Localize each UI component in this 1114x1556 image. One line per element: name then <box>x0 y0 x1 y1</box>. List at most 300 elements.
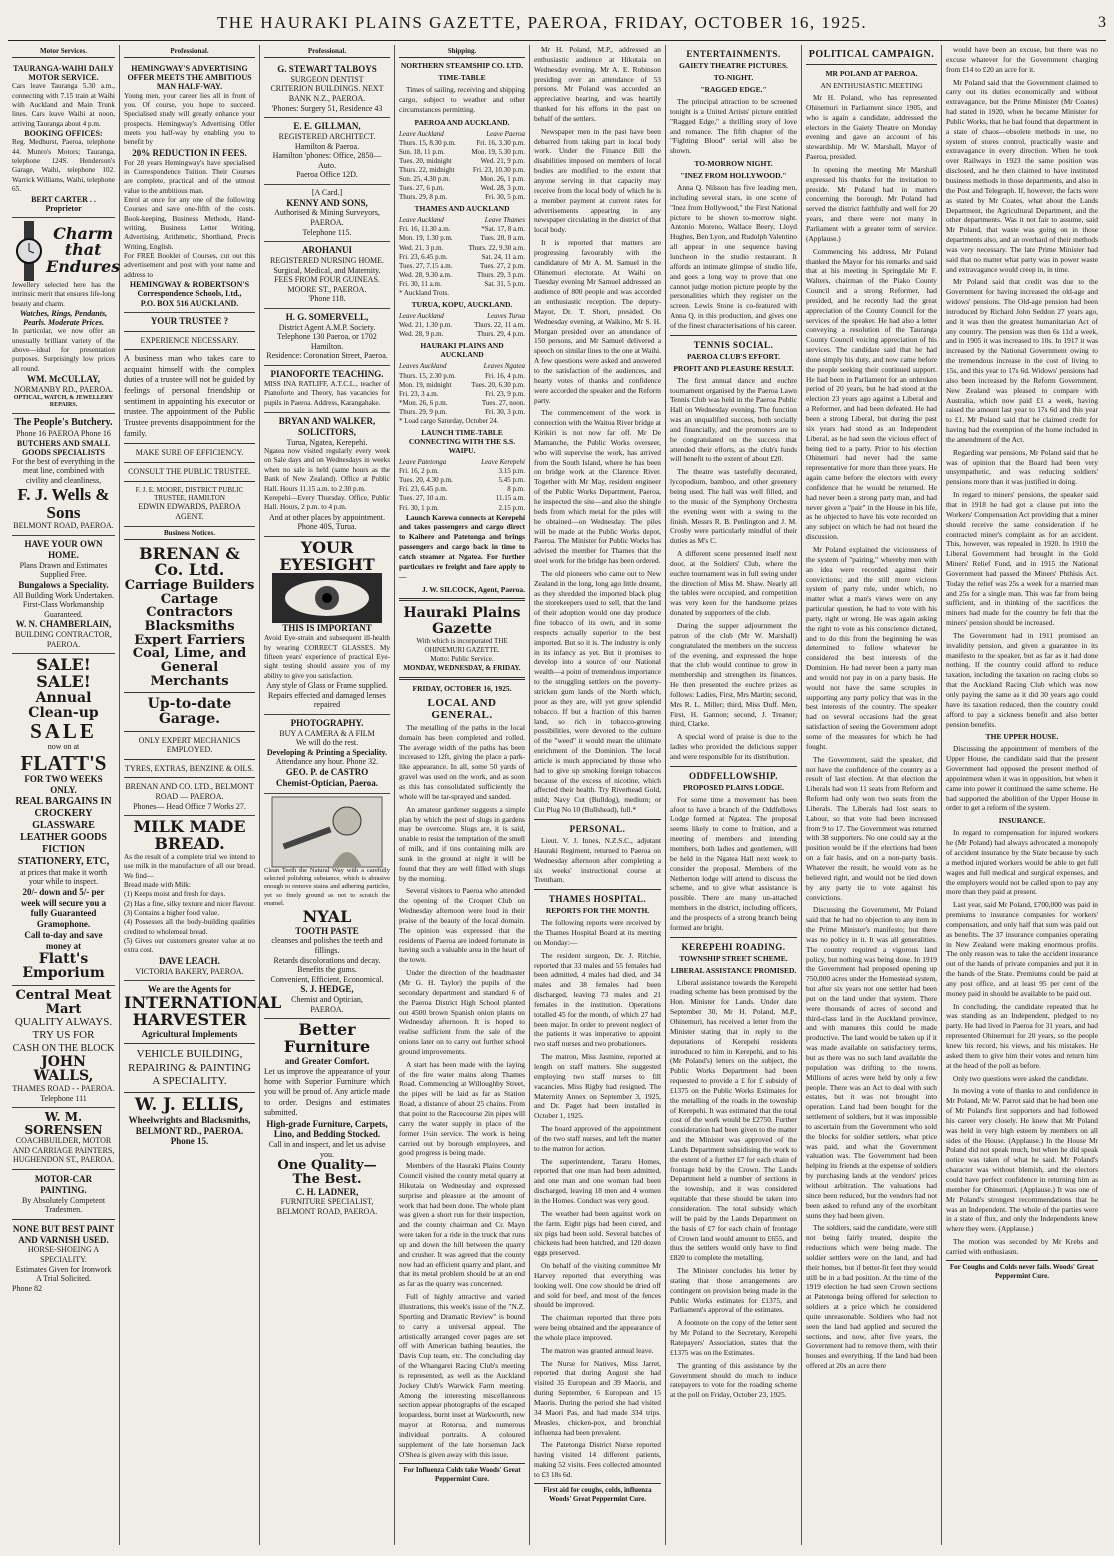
ad-body: FEES FROM FOUR GUINEAS. <box>274 275 380 285</box>
ad-milk-made-bread <box>124 816 255 981</box>
ad-gillman <box>264 118 390 185</box>
timetable-row <box>399 485 525 494</box>
ad-headline: Charm <box>53 223 114 243</box>
ad-firm: F. J. Wells & Sons <box>17 484 110 522</box>
timetable-row <box>399 494 525 503</box>
ad-arohanui <box>264 242 390 309</box>
ad-subtitle: Bungalows a Speciality. <box>18 579 109 590</box>
ad-firm: AROHANUI <box>301 245 352 256</box>
ad-trade: REGISTERED NURSING HOME. <box>270 255 384 265</box>
article-subheading: TO-NIGHT. <box>713 73 754 82</box>
timetable-cell: Leaves Turua <box>487 312 525 321</box>
column-3 <box>260 45 395 1545</box>
ad-trade: OPTICAL, WATCH, & JEWELLERY REPAIRS. <box>13 394 114 408</box>
article-paragraph: The board approved of the appointment of the two staff nurses, and left the matter to the matron for action. <box>534 1124 661 1153</box>
timetable-cell: Thurs. 29, 4 p.m. <box>476 330 525 339</box>
timetable-launch <box>399 458 525 513</box>
ad-brand: NYAL <box>302 906 352 926</box>
column-1 <box>8 45 120 1545</box>
timetable-cell: Fri. 30, 11 a.m. <box>399 279 442 288</box>
article-paragraph: Liberal assistance towards the Kerepehi roading scheme has been promised by the Hon. Minister for Lands. Under date September 30, Mr H. Poland, M.P., Ohinemuri, has received a letter from the Minister stating that in reply to the deputations of Kerepehi residents introduced to him in Kerepehi, and to his (Mr Poland's) letters on the subject, the Public Works Department had been requested to provide a £ for £ subsidy of £1375 on the Public Works Estimates for the metalling of the roads in the township of Kerepehi. It was estimated that the total cost of the work would be £2750. Further consideration had been given to the matter and the Minister was approved of the Lands Department subsidising the work to the extent of a further £7 for each chain of frontage held by the Crown. The Lands Department held a number of sections in the township, and it was considered equitable that these should be taken into consideration. The total subsidy which will be paid by the Lands Department on the basis of £7 for each chain of frontage of Crown land would amount to £655, and thus the settlers would only have to find £820 to complete the metalling. <box>670 977 797 1263</box>
timetable-cell: Leave Auckland <box>399 216 444 225</box>
timetable-row <box>399 408 525 417</box>
timetable-cell: Thurs. 29, 8 p.m. <box>399 193 448 202</box>
ad-body: Clean Teeth the Natural Way with a carefully selected polishing substance, which is abrasive enough to remove stains and adhering particles, yet so finely ground as not to scratch the enamel. <box>264 866 390 908</box>
ad-firm: KENNY AND SONS, <box>286 197 368 208</box>
ad-body: A Trial Solicited. <box>36 1274 91 1284</box>
filler-notice: First aid for coughs, colds, influenza Woods' Great Peppermint Cure. <box>534 1483 661 1504</box>
ad-firm: W. J. ELLIS, <box>134 1094 245 1115</box>
timetable-cell: 8 p.m. <box>507 485 525 494</box>
timetable-cell: Mon. 26, 1 p.m. <box>480 175 525 183</box>
ad-proprietor: BERT CARTER . . Proprietor <box>31 194 96 213</box>
ad-title: YOUR TRUSTEE ? <box>150 315 229 326</box>
ad-body: Any style of Glass or Frame supplied. <box>266 681 388 690</box>
article-paragraph: Anna Q. Nilsson has five leading men, including several stars, in one scene of "Inez from Hollywood," the First National picture to be shown to-morrow night. Antonio Moreno, Wallace Beery, Lloyd Hughes, Ben Lyon, and Rudolph Valentino all appear in one sequence having luncheon in the studio restaurant. It affords an intimate glimpse of studio life, and goes a long way to prove that one cannot judge motion picture people by the personalities which they register on the screen. Lewis Stone is co-featured with Anna Q. in this production, and gives one of the finest characterisations of his career. <box>670 183 797 330</box>
route-title: TURUA, KOPU, AUCKLAND. <box>411 300 513 310</box>
route-title: PAEROA AND AUCKLAND. <box>414 117 510 127</box>
ad-address: P.O. BOX 516 AUCKLAND. <box>140 298 239 308</box>
timetable-cell: Thurs. 15, 8.30 p.m. <box>399 138 456 147</box>
ad-headline: Annual Clean-up <box>28 689 99 721</box>
ad-trade: Chemist-Optician, Paeroa. <box>275 777 379 788</box>
timetable-cell: Wed. 21, 3 p.m. <box>399 243 444 252</box>
article-paragraph: Newspaper men in the past have been debarred from taking part in local body work. Under the Finance Bill the disabilities imposed on members of local bodies are modified to the extent that anyone serving in that capacity may receive from the local body of which he is a member payment at current rates for advertisements appearing in any newspaper circulating in the district of that local body. <box>534 126 661 235</box>
timetable-cell: Fri. 16, 4 p.m. <box>485 371 525 380</box>
article-paragraph: Lieut. V. J. Innes, N.Z.S.C., adjutant Hauraki Regiment, returned to Paeroa on Wednesday afternoon after completing a six weeks' instructional course at Trentham. <box>534 835 661 885</box>
ad-firm: FLATT'S <box>20 750 107 775</box>
column-2 <box>120 45 282 1545</box>
timetable-cell: Fri. 16, 2 p.m. <box>399 467 439 476</box>
timetable-cell: *Mon. 26, 6 p.m. <box>399 398 448 407</box>
ad-address: VICTORIA BAKERY, PAEROA. <box>135 966 244 976</box>
article-paragraph: The matron was granted annual leave. <box>541 1345 654 1355</box>
article-paragraph: In regard to miners' pensions, the speaker said that in 1918 he had got a clause put into the Workers' Compensation Act providing that a miner should receive the same consideration if he contracted miner's complaint as for an accident. This, however, was repealed in 1920. In 1910 the Liberal Government had brought in the Gold Miners' Relief Fund, and in 1915 the National Government had passed the Miners' Phthisis Act. Today the relief was 25s a week for a married man and 25s for a single man. This was far from being sufficient, and in thinking of the sacrifices the miners had made for the country he felt that the miners' pension should be increased. <box>946 490 1098 628</box>
article-paragraph: The following reports were received by the Thames Hospital Board at its meeting on Monday:— <box>534 918 661 947</box>
toothbrush-illustration <box>264 797 390 867</box>
section-motor-services: Motor Services. <box>12 45 115 58</box>
ad-body: Avoid Eye-strain and subsequent ill-health by wearing CORRECT GLASSES. My fifteen years' experience of practical Eye-sight testing should assure you of my ability to give you satisfaction. <box>264 634 390 680</box>
timetable-cell: Tues. 20, 8 a.m. <box>480 234 525 243</box>
ad-slogan: One Quality—The Best. <box>277 1158 377 1188</box>
article-paragraph: Only two questions were asked the candidate. <box>953 1073 1089 1083</box>
ad-title: HEMINGWAY'S ADVERTISING OFFER MEETS THE AMBITIOUS MAN HALF-WAY. <box>127 64 252 92</box>
ad-firm: JOHN WALLS, <box>33 1053 94 1085</box>
article-paragraph: Discussing the appointment of members of the Upper House, the candidate said that the present Government had opposed the present method of appointment when it was in opposition, but when it came into power it continued the same scheme. He had supported the abolition of the Upper House in order to get a reform of the system. <box>946 744 1098 813</box>
gazette-days: MONDAY, WEDNESDAY, & FRIDAY. <box>403 663 521 672</box>
ad-body: Young men, your career lies all in front of you. Of course, you hope to succeed. Specialised study will greatly enhance your prospects. Hemingway's Advertising Offer meets you half-way by enabling you to benefit by <box>124 91 255 147</box>
article-paragraph: would have been an excuse, but there was no excuse whatever for the Government charging from £14 to £20 an acre for it. <box>946 45 1098 74</box>
ad-title: The People's Butchery. <box>14 416 113 428</box>
article-subheading: PROPOSED PLAINS LODGE. <box>682 782 785 792</box>
timetable-row <box>399 184 525 193</box>
ad-body: QUALITY ALWAYS. <box>14 1016 113 1029</box>
article-paragraph: During the supper adjournment the patron of the club (Mr W. Marshall) congratulated the members on the success of the evening, and expressed the hope that the club would continue to grow in membership and strengthen its finances. He then presented the euchre prizes as follows: Ladies, First, Mrs Martin; second, Mrs R. L. Miller; third, Miss Duff. Men, First, H. Gannon; second, J. Treanor; third, Clarke. <box>670 620 797 729</box>
article-paragraph: The metalling of the paths in the local domain has been completed and rolled. The average width of the paths has been increased to 12ft, giving the place a park-like appearance. In all, some 50 yards of gravel was used on the work, and as soon as this has consolidated sufficiently the whole will be tar-sprayed and sanded. <box>399 722 525 801</box>
ad-subtitle: THIS IS IMPORTANT <box>282 623 372 634</box>
ad-body: Call in and inspect, and let us advise you. <box>268 1140 386 1159</box>
ad-body: All Building Work Undertaken. <box>13 590 114 600</box>
ad-firm: H. G. SOMERVELL, <box>285 311 369 322</box>
timetable-cell: Mon. 19, 1.30 p.m. <box>399 234 453 243</box>
column-6 <box>666 45 802 1545</box>
timetable-cell: Leave Kerepehi <box>481 458 525 467</box>
ad-headline: SALE <box>30 719 97 744</box>
timetable-cell: Wed. 21, 9 p.m. <box>480 156 525 165</box>
article-heading: THAMES HOSPITAL. <box>548 894 647 905</box>
ad-items: REAL BARGAINS IN CROCKERY GLASSWARE LEATHER GOODS FICTION STATIONERY, ETC, <box>15 795 112 867</box>
ad-body: Convenient, Efficient, Economical. <box>270 974 384 984</box>
ad-nyal-tooth-paste <box>264 794 390 1020</box>
ad-address: MOORE ST., PAEROA. <box>287 284 367 294</box>
timetable-cell: 11.15 a.m. <box>495 494 525 503</box>
article-paragraph: An amateur gardener suggests a simple plan by which the pest of slugs in gardens may be overcome. Slugs are, it is said, unable to resist the temptation of the smell of milk, and if tins containing milk are sunk in the ground at night it will be found that they are well filled with slugs by the morning. <box>399 804 525 883</box>
route-title: LAUNCH TIME-TABLE CONNECTING WITH THE S.S. WAIPU. <box>408 428 516 456</box>
article-paragraph: A special word of praise is due to the ladies who provided the delicious supper and were responsible for its distribution. <box>670 732 797 761</box>
ad-title: HAVE YOUR OWN HOME. <box>24 538 103 560</box>
timetable-row <box>399 262 525 271</box>
timetable-cell: Fri. 30, 1 p.m. <box>399 503 439 512</box>
ad-eyesight <box>264 537 390 715</box>
timetable-title: TIME-TABLE <box>438 73 486 82</box>
ad-body: Ngatea now visited regularly every week on Sale days and on Wednesdays in weeks when no sale is held (same hours as the Bank of New Zealand). Office at Public Hall. Hours 11.15 a.m. to 2.30 p.m. <box>264 447 390 493</box>
ad-headline: INTERNATIONAL HARVESTER <box>124 992 282 1029</box>
article-paragraph: Members of the Hauraki Plains County Council visited the county metal quarry at Hikutaia on Wednesday and expressed surprise and pleasure at the amount of work that had been done. The whole plant was given a short run for their inspection, and the county chairman and Cr. Mayn were taken for a ride in the truck that runs up and down the hill between the quarry and crusher. It was agreed that the county now had an efficient quarry and plant, and that its metal problem should be at an end as far as the quarry was concerned. <box>399 1161 525 1289</box>
ad-body: TYRES, EXTRAS, BENZINE & OILS. <box>125 763 254 773</box>
ad-bryan-walker <box>264 413 390 537</box>
article-subheading: TOWNSHIP STREET SCHEME. <box>679 953 788 963</box>
article-paragraph: In opening the meeting Mr Marshall expressed his thanks for the invitation to preside. Mr Poland had in matters concerning the borough. Mr Poland had served the district faithfully and well for 20 years, and there were not many in Parliament with a greater term of service. (Applause.) <box>806 164 937 243</box>
timetable-cell: Thurs. 29, 9 p.m. <box>399 407 448 416</box>
timetable-row <box>399 381 525 390</box>
article-paragraph: The granting of this assistance by the Government should do much to induce ratepayers to vote for the roading scheme at the poll on Friday, October 23, 1925. <box>670 1360 797 1400</box>
timetable-row <box>399 330 525 339</box>
ad-body: EDWIN EDWARDS, PAEROA AGENT. <box>138 502 241 521</box>
article-subheading: THE UPPER HOUSE. <box>985 732 1059 742</box>
timetable-cell: Sun. 18, 11 p.m. <box>399 147 445 156</box>
ad-body: We are the Agents for <box>147 984 232 995</box>
ad-body: Kerepehi—Every Thursday. Office, Public Hall. Hours, 2 p.m. to 4 p.m. <box>264 493 390 512</box>
timetable-cell: Sun. 25, 4.30 p.m. <box>399 175 451 183</box>
ad-title: PIANOFORTE TEACHING. <box>270 369 384 380</box>
ad-international-harvester <box>124 981 282 1151</box>
article-paragraph: Discussing the Government, Mr Poland said that he had no objection to any item in the Prime Minister's manifesto; but there was no policy in it. It was all generalities. The country required a vigorous land policy, but nothing was being done. In 1919 the Government had proposed opening up 750,000 acres under the Homestead system, but after six years not one settler had been put on the land under that system. There were thousands of acres of second and third-class land in the Auckland province, and with manures this could be made productive. The land would be taken up if it was made available on satisfactory terms, but as there was no such land available the population was drifting to the towns. Millions of acres were held by only a few people. There was an Act to deal with such estates, but it was not brought into operation. Land had been bought for the settlement of soldiers, but it was impossible to ascertain from the Government who sold the blocks for soldier settlers, what price was paid, and what the Government valuation was. The Government had been helping its friends at the expense of soldiers by purchasing lands at the vendors' prices without arbitration. The valuations had since been reduced, but the vendors had not been asked to refund any of the exorbitant sums they had been given. <box>806 905 937 1220</box>
article-paragraph: The soldiers, said the candidate, were still not being fairly treated, despite the reductions which were being made. The soldier settlers were on the land, and had their homes, but if better-fit feet they would still be in a bad position. At the time of the 1919 election he had seen Crown sections at Patetonga being offered for selection to soldiers at a price which he considered quite unreasonable. Soldiers who had not seen the land had applied and secured the sections, and now, after five years, the Government had to remove them, with their houses and everything. If the land had been offered at 20s an acre there <box>806 1223 937 1371</box>
route-title: THAMES AND AUCKLAND <box>414 204 510 214</box>
column-4 <box>395 45 530 1545</box>
ad-firm: W. N. CHAMBERLAIN, <box>15 619 112 630</box>
ad-body: NONE BUT BEST PAINT AND VARNISH USED. <box>12 1223 115 1245</box>
article-paragraph: In regard to compensation for injured workers he (Mr Poland) had always advocated a monopoly of accident insurance by the State because by such a method injured workers would be able to get full wages and full medical and surgical expenses, and the employers would not be called upon to pay any more than they paid at present. <box>946 828 1098 897</box>
political-article-body <box>806 93 937 1371</box>
ad-firm: G. STEWART TALBOYS <box>277 64 377 74</box>
article-paragraph: The Nurse for Natives, Miss Jarret, reported that during August she had visited 35 European and 39 Maoris, and during September, 6 European and 15 Maoris. During the period she had visited 34 Maori Pas, and had made 334 trips. Measles, chicken-pox, and bronchial influenza had been prevalent. <box>534 1358 661 1437</box>
column-8 <box>942 45 1102 1545</box>
ad-trade: Carriage Builders <box>124 578 255 594</box>
ad-title: PHOTOGRAPHY. <box>290 717 364 728</box>
timetable-cell: Fri. 23, 3 a.m. <box>399 389 439 398</box>
political-article-continued <box>946 45 1098 729</box>
ad-subtitle: FOR TWO WEEKS ONLY. <box>24 773 103 795</box>
ad-firm: S. J. HEDGE, <box>300 984 354 995</box>
local-and-general-body <box>399 723 525 1460</box>
timetable-cell: Tues. 27, 6 p.m. <box>399 184 445 193</box>
ad-address: BELMONT RD., PAEROA. <box>135 1125 244 1136</box>
ad-phone: Phone 40S, Turua. <box>297 522 357 532</box>
film-title: "INEZ FROM HOLLYWOOD." <box>680 171 787 181</box>
ad-body: District Agent A.M.P. Society. Telephone 130 Paeroa, or 1702 Hamilton. <box>277 322 377 351</box>
section-business-notices: Business Notices. <box>124 527 255 540</box>
article-paragraph: Mr H. Poland, M.P., addressed an enthusiastic audience at Hikutaia on Wednesday evening. Mr A. E. Robinson presiding over an attendance of 53 persons. Mr Poland was accorded an appreciative hearing, and was heartily thanked for his efforts in the past on behalf of the settlers. <box>534 45 661 123</box>
ad-firm: DAVE LEACH. <box>159 955 220 966</box>
article-paragraph: The matron, Miss Jasmine, reported at length on staff matters. She suggested employing two staff nurses to fill vacancies. Miss Rigby had resigned. The Maternity Annex on September 3, 1925, and Dr. Paget had been installed in October 1, 1925. <box>534 1052 661 1121</box>
ad-subtitle: MOTOR-CAR PAINTING. <box>34 1174 93 1195</box>
timetable-cell: Leave Auckland <box>399 312 444 321</box>
timetable-turua-kopu <box>399 312 525 339</box>
ad-somervell <box>264 309 390 366</box>
eye-icon <box>264 573 390 623</box>
ad-headline: SALE! SALE! <box>36 655 91 692</box>
section-professional: Professional. <box>264 45 390 58</box>
article-paragraph: A different scene presented itself next door, at the Soldiers' Club, where the euchre tournament was in full swing under the direction of Miss M. Shaw. Nearly all the tables were occupied, and competition was very keen for the handsome prizes donated by supporters of the club. <box>670 549 797 618</box>
gazette-nameplate <box>399 605 525 673</box>
article-paragraph: Under the direction of the headmaster (Mr G. H. Taylor) the pupils of the secondary department and standard 6 of the Paeroa District High School planted out 4500 brown Spanish onion plants on Wednesday afternoon. It is hoped to realise sufficient from the sale of the onions later on to carry out further school ground improvements. <box>399 968 525 1056</box>
timetable-cell: Mon. 19, 5.30 p.m. <box>471 147 525 156</box>
column-7 <box>802 45 942 1545</box>
ad-phone: Attendance any hour. Phone 32. <box>275 757 379 767</box>
timetable-cell: Thurs. 15, 2.30 p.m. <box>399 371 456 380</box>
ad-trade: Blacksmiths <box>144 619 235 635</box>
ad-phone: 'Phones: Surgery 51, Residence 43 <box>271 103 383 113</box>
timetable-row <box>399 362 525 371</box>
timetable-cell: Fri. 30, 5 p.m. <box>485 193 525 202</box>
article-paragraph: Last year, said Mr Poland, £700,000 was paid in premiums to insurance companies for workers' compensation, and only half that sum was paid out as benefits. The 37 insurance companies operating in New Zealand were making enormous profits. The only reason was to take the accident insurance out of the hands of private companies and put it in the hands of the State. Premiums could be paid at any post office, and at least 95 per cent of the money paid in should be available to be paid out. <box>946 900 1098 998</box>
issue-date: FRIDAY, OCTOBER 16, 1925. <box>412 683 512 693</box>
ad-trade: General Merchants <box>150 659 229 689</box>
ad-phone: Paeroa Office 12D. <box>296 170 358 180</box>
article-paragraph: The resident surgeon, Dr. J. Ritchie, reported that 33 males and 55 females had been admitted, 4 males had died, and 34 males and 38 females had been discharged, leaving 73 males and 21 females in the institution. Operations totalled 45 for the month, of which 27 had been major. In order to prevent neglect of the patients it was imperative to appoint two staff nurses and two probationers. <box>534 950 661 1049</box>
timetable-row <box>399 390 525 399</box>
ad-trade: Cartage Contractors <box>146 591 233 621</box>
ad-firm: GEO. P. de CASTRO <box>285 766 369 777</box>
article-paragraph: It is reported that matters are progressing favourably with the candidature of Mr A. M. Samuel in the Ohinemuri electorate. At Waihi on Tuesday evening Mr Samuel addressed an audience of 800 people and was accorded an enthusiastic reception. The deputy-Mayor, Dr. T. Short, presided. On Wednesday evening, at Waikino, Mr S. H. Morgan presided over an attendance of 150 persons, and Mr Samuel delivered a speech on similar lines to the one at Waihi. A few questions were asked and answered to the satisfaction of the audiences, and hearty votes of thanks and confidence were accorded the speaker and the Reform party. <box>534 238 661 405</box>
ad-body: First-Class Workmanship Guaranteed. <box>22 600 105 619</box>
gazette-motto: Motto: Public Service. <box>430 654 494 663</box>
ad-body: Retards discolorations and decay. Benefits the gums. <box>273 955 381 975</box>
ad-body: cleanses and polishes the teeth and fillings. <box>271 936 383 955</box>
filler-notice: For Influenza Colds take Woods' Great Peppermint Cure. <box>399 1463 525 1484</box>
article-heading: ENTERTAINMENTS. <box>686 49 781 59</box>
article-paragraph: The Minister concludes his letter by stating that those arrangements are contingent on provision being made in the Public Works estimates for £1375, and Parliament's approval of the estimates. <box>670 1266 797 1315</box>
timetable-cell: Fri. 23, 6.45 p.m. <box>399 485 448 494</box>
timetable-cell: Fri. 30, 3 p.m. <box>485 407 525 416</box>
filler-notice: For Coughs and Colds never fails. Woods' Great Peppermint Cure. <box>946 1260 1098 1281</box>
timetable-cell: 2.15 p.m. <box>498 503 525 512</box>
ad-body: For FREE Booklet of Courses, cut out this advertisement and post with your name and address to <box>124 252 255 279</box>
ad-firm: C. H. LADNER, <box>295 1186 359 1197</box>
ad-body: We will do the rest. <box>295 738 359 748</box>
timetable-row <box>399 467 525 476</box>
article-paragraph: Several visitors to Paeroa who attended the opening of the Croquet Club on Wednesday afternoon were loud in their praise of the beauty of the local domain. The opinion was expressed that the residents of Paeroa are indeed fortunate in having such a valuable area in the heart of the town. <box>399 886 525 965</box>
ad-trade: FURNITURE SPECIALIST, <box>280 1197 374 1207</box>
list-item: (2) Has a fine, silky texture and nicer flavour. <box>124 899 255 908</box>
article-subheading: AN ENTHUSIASTIC MEETING <box>820 81 923 90</box>
article-paragraph: The chairman reported that three pots were being obtained and the appearance of the whole place improved. <box>534 1313 661 1342</box>
timetable-cell: Wed. 28, 9 p.m. <box>399 330 444 339</box>
timetable-cell: Fri. 23, 6.45 p.m. <box>399 252 448 261</box>
timetable-cell: 3.15 p.m. <box>498 467 525 476</box>
article-heading: PERSONAL. <box>569 823 626 834</box>
route-title: HAURAKI PLAINS AND AUCKLAND <box>420 341 504 360</box>
ad-public-trustee <box>124 313 255 527</box>
tennis-article-body <box>670 376 797 762</box>
ad-firm: HEMINGWAY & ROBERTSON'S Correspondence Schools, Ltd., <box>129 280 250 299</box>
ad-trade: Coal, Lime, and <box>132 646 247 662</box>
ad-headline: TOOTH PASTE <box>295 925 359 936</box>
ad-brenan <box>124 543 255 817</box>
ad-phone: Phone 15. <box>170 1136 209 1147</box>
timetable-cell: Sat. 31, 5 p.m. <box>484 279 525 288</box>
ad-flatts-sale <box>12 654 115 986</box>
ad-address: CRITERION BUILDINGS. NEXT BANK N.Z., PAEROA. <box>270 84 384 103</box>
ad-body: Developing & Printing a Speciality. <box>266 747 388 757</box>
timetable-cell: Wed. 21, 1.30 p.m. <box>399 321 453 330</box>
ad-body: CASH ON THE BLOCK <box>12 1042 115 1054</box>
ad-trade: BUILDING CONTRACTOR, PAEROA. <box>15 630 112 649</box>
timetable-hauraki-plains <box>399 362 525 417</box>
ad-body: MISS INA RATLIFF, A.T.C.L., teacher of Pianoforte and Theory, has vacancies for pupils in Paeroa. Address, Karangahake. <box>264 379 390 407</box>
timetable-row <box>399 157 525 166</box>
timetable-cell: Wed. 28, 9.30 a.m. <box>399 270 452 279</box>
timetable-row <box>399 321 525 330</box>
ad-firm: BRYAN AND WALKER, SOLICITORS, <box>278 415 376 437</box>
article-subheading: GAIETY THEATRE PICTURES. <box>679 61 788 70</box>
article-paragraph: The Government had in 1911 promised an invalidity pension, and given a guarantee in its manifesto to the speaker, but as far as it had done nothing. If the country could afford to reduce taxation, including the taxation on racing clubs so that the Auckland Racing Club which was now only paying the same as it did 30 years ago could have its taxation reduced, then the country could afford to pay a sickness benefit and also better pension benefits. <box>946 630 1098 729</box>
ad-address: Turua, Ngatea, Kerepehi. <box>286 437 368 447</box>
timetable-cell: Tues. 20, 4.30 p.m. <box>399 476 453 485</box>
page-number: 3 <box>1098 14 1106 31</box>
article-heading: LOCAL AND GENERAL. <box>427 696 497 721</box>
ad-central-meat-mart <box>12 986 115 1108</box>
ad-address: Residence: Coronation Street, Paeroa. <box>266 351 388 361</box>
ad-trade: Authorised & Mining Surveyors, PAEROA. <box>274 208 380 227</box>
ad-trade: Chemist and Optician, <box>291 995 363 1005</box>
ad-body: HORSE-SHOEING A SPECIALITY. <box>27 1245 100 1265</box>
article-paragraph: A start has been made with the laying of the fire water mains along Thames Road. Commencing at Willoughby Street, the pipes will be laid as far as Station Road, a distance of about 25 chains. From that point to the Racecourse 2in pipes will carry the water supply in place of the former 1½in service. The work is being carried out by borough employees, and good progress is being made. <box>399 1059 525 1158</box>
ad-title: TAURANGA-WAIHI DAILY MOTOR SERVICE. <box>13 64 114 83</box>
list-item: (5) Gives our customers greater value at no extra cost. <box>124 937 255 955</box>
article-subheading: LIBERAL ASSISTANCE PROMISED. <box>670 965 797 975</box>
ad-phone: Phones— Head Office 7 Works 27. <box>133 801 246 811</box>
timetable-note: * Load cargo Saturday, October 24. <box>399 416 499 425</box>
ad-body: Estimates Given for Ironwork <box>15 1264 112 1274</box>
timetable-row <box>399 216 525 225</box>
ad-headline: that <box>64 240 102 260</box>
ad-phone: Phone 16 PAEROA Phone 16 <box>16 428 111 438</box>
ad-address: BRENAN AND CO. LTD., BELMONT ROAD — PAEROA. <box>125 782 254 802</box>
ad-firm: E. E. GILLMAN, <box>293 121 361 132</box>
ad-own-home <box>12 536 115 654</box>
ad-body: F. J. E. MOORE, DISTRICT PUBLIC TRUSTEE, HAMILTON <box>135 485 244 502</box>
ad-body: Reg. Medhurst, Paeroa, telephone 44. Munro's Motors; Tauranga, telephone 124S. Henderson's Garage, Waihi, telephone 102. Warrick Williams, Waihi, telephone 65. <box>12 138 115 194</box>
masthead <box>8 6 1106 41</box>
ad-headline: Central Meat Mart <box>15 987 112 1017</box>
ad-body: A business man who takes care to acquaint himself with the complex duties of a trustee will not be guided by feelings of personal friendship or sentiment in appointing his executor or trustee. The appointment of the Public Trustee prevents disappointment for the family. <box>124 354 255 438</box>
ad-headline: MILK MADE BREAD. <box>133 817 246 853</box>
article-paragraph: Mr Poland said that the Government claimed to carry out its duties economically and without extravagance, but the Prime Minister (Mr Coates) had stated in 1920, when he became Minister for Public Works, that he had found that department in a state of chaos—obsolete methods in use, no system of stores control, practically waste and extravagance in every direction. When he took over Railways in 1923 the same position was disclosed, and he then claimed to have instituted business methods in those departments, and also in the Post and Telegraph. If, however, the facts were as stated by Mr Coates, what about the Lands Department, the Agricultural Department, and the other departments. Was it not fair to assume, said Mr Poland, that waste was going on in those departments also, and an overhaul of their methods was very necessary. The late Prime Minister had said that no matter what party was in power waste and extravagance would creep in, in time. <box>946 77 1098 274</box>
film-title: "RAGGED EDGE." <box>700 85 767 94</box>
timetable-cell: Fri. 23, 10.30 p.m. <box>472 165 525 174</box>
article-paragraph: The theatre was tastefully decorated, lycopodium, bamboo, and other greenery being used. The hall was well filled, and to the music of the Symphony Orchestra the evening went with a swing to the finish. Messrs R. B. Penlington and J. M. Crosby were particularly mindful of their duties as M's C. <box>670 467 797 546</box>
timetable-note: Launch Karewa connects at Kerepehi and takes passengers and cargo direct to Kaihere and Patetonga and brings passengers and cargo back in time to catch steamer at Ngatea. For further particulars re freight and fare apply to— <box>399 512 525 581</box>
article-body <box>534 45 661 815</box>
ad-headline: Better Furniture <box>283 1020 371 1057</box>
timetable-row <box>399 280 525 289</box>
timetable-row <box>399 175 525 184</box>
timetable-cell: Wed. 28, 3 p.m. <box>480 184 525 193</box>
timetable-cell: Thurs. 22, midnight <box>399 165 455 174</box>
ad-trade: Expert Farriers <box>134 632 245 648</box>
ad-body: Repairs effected and damaged lenses repaired <box>267 690 387 710</box>
timetable-cell: Leave Paeroa <box>486 129 525 138</box>
ad-trade: SURGEON DENTIST <box>290 74 364 84</box>
ad-kenny <box>264 185 390 242</box>
ad-body: Enrol at once for any one of the following Courses and save one-fifth of the costs. Book-keeping, Business Methods, Hand-writing, Business Letter Writing, Advertising, Arithmetic, Shorthand, Precis Writing, English. <box>124 195 255 251</box>
timetable-row <box>399 148 525 157</box>
article-paragraph: The Government, said the speaker, did not have the confidence of the country as a result of last election. At that election the Liberals had won 11 seats from Reform and Reform had only won two seats from the Liberals. The Liberals had lost seats to Labour, so that vote had been increased from 9 to 17. The Government was returned with 38 supporters. No one could say at the position would be if the elections had been on a fair basis, and on a non-party basis. Whatever the result, he would vote as he believed right, and would not be tied down by any party tie to vote against his convictions. <box>806 754 937 902</box>
ad-phone: Phone 82 <box>12 1283 42 1293</box>
timetable-cell: Mon. 19, midnight <box>399 380 452 389</box>
ad-photography <box>264 715 390 794</box>
timetable-cell: 5.45 p.m. <box>498 476 525 485</box>
article-subheading: PAEROA CLUB'S EFFORT. <box>686 351 780 361</box>
ad-subtitle: Agricultural Implements <box>141 1028 238 1039</box>
timetable-row <box>399 225 525 234</box>
article-paragraph: The first annual dance and euchre tournament organised by the Paeroa Lawn Tennis Club was held in the Paeroa Public Hall on Wednesday evening. The function was an unqualified success, both socially and financially, and the promoters are to be congratulated on the success that attended their efforts, as the club's funds will benefit to the extent of about £20. <box>670 375 797 464</box>
timetable-cell: Leave Auckland <box>399 129 444 138</box>
ad-body: VEHICLE BUILDING, REPAIRING & PAINTING A SPECIALITY. <box>128 1048 251 1087</box>
ad-firm: WM. McCULLAY, <box>26 374 101 385</box>
ad-address: PAEROA. <box>310 1004 344 1014</box>
article-subheading: REPORTS FOR THE MONTH. <box>545 906 650 916</box>
ad-phone: Telephone 115. <box>302 227 352 237</box>
article-heading: POLITICAL CAMPAIGN. <box>808 49 935 60</box>
ad-body: Plans Drawn and Estimates Supplied Free. <box>19 560 108 580</box>
wristwatch-icon <box>12 221 46 281</box>
timetable-cell: Tues. 20, 6.30 p.m. <box>471 380 525 389</box>
ad-talboys <box>264 61 390 118</box>
ad-body: CONSULT THE PUBLIC TRUSTEE. <box>128 466 251 476</box>
ad-trade: Wheelwrights and Blacksmiths, <box>128 1114 251 1125</box>
ad-trade: REGISTERED ARCHITECT. <box>278 131 376 141</box>
list-item: (4) Possesses all the body-building qualities credited to wholemeal bread. <box>124 918 255 936</box>
ad-body: at prices that make it worth your while to inspect. <box>19 867 108 887</box>
ad-body: now on at <box>47 742 80 752</box>
gazette-subtitle: With which is incorporated THE OHINEMURI GAZETTE. <box>416 636 508 654</box>
timetable-paeroa-auckland <box>399 130 525 203</box>
ad-body: Cars leave Tauranga 5.30 a.m., connecting with 7.15 train at Waihi with Auckland and Main Trunk lines. Cars leave Waihi at noon, arriving Tauranga about 4 p.m. <box>12 82 115 128</box>
article-heading: TENNIS SOCIAL. <box>693 339 774 350</box>
article-paragraph: The commencement of the work in connection with the Waitoa River bridge at Kirikiri is not now far off. Mr De Mamanche, the Public Works overseer, who will supervise the work, has arrived from the South Island, where he has been on bridge work at the Clarence River. Together with Mr May, resident engineer of the Public Works Department, Paeroa, he inspected the site—and also the shingle beds from which metal for the piles will be obtained—on Wednesday. The piles will be made at the Public Works depot, Paeroa. The Minister for Public Works has advised the member for Thames that the steel work for the bridge has been ordered. <box>534 408 661 566</box>
timetable-row <box>399 271 525 280</box>
timetable-row <box>399 476 525 485</box>
article-subheading: TO-MORROW NIGHT. <box>694 159 773 169</box>
section-professional: Professional. <box>124 45 255 58</box>
ad-body: Jewellery selected here has the intrinsic merit that ensures life-long beauty and charm. <box>12 280 115 308</box>
timetable-row <box>399 193 525 202</box>
ad-firm: W. M. SORENSEN <box>24 1110 103 1137</box>
column-5 <box>530 45 666 1545</box>
